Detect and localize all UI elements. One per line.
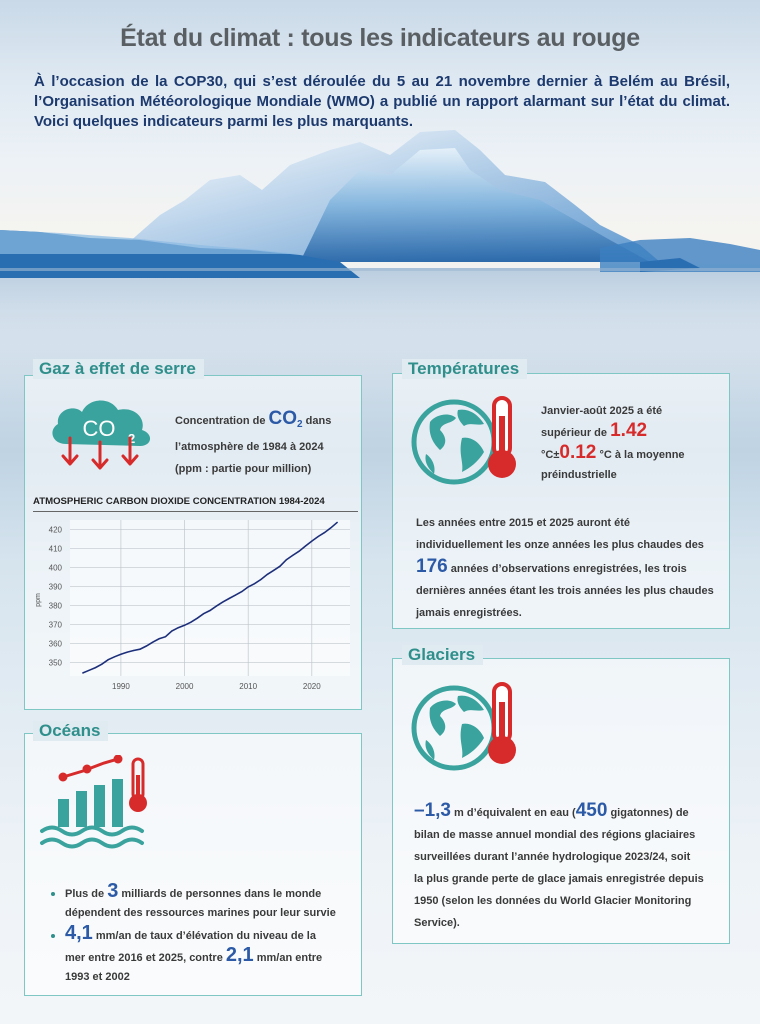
chart-title: ATMOSPHERIC CARBON DIOXIDE CONCENTRATION 1984-2024	[33, 496, 358, 512]
data-point	[305, 545, 306, 546]
data-point	[273, 570, 274, 571]
x-tick-label: 2010	[239, 682, 258, 691]
data-point	[318, 536, 319, 537]
data-point	[190, 622, 191, 623]
data-point	[197, 618, 198, 619]
temperatures-title: Températures	[402, 359, 527, 379]
oceans-bullet-1: Plus de 3 milliards de personnes dans le monde dépendent des ressources marines pour leur survie	[51, 882, 351, 923]
data-point	[165, 636, 166, 637]
data-point	[241, 591, 242, 592]
data-point	[209, 610, 210, 611]
y-tick-label: 360	[48, 639, 62, 649]
co2-line-chart	[30, 516, 356, 698]
glacier-globe-thermometer-icon	[406, 678, 526, 778]
data-point	[114, 656, 115, 657]
page-title: État du climat : tous les indicateurs au rouge	[120, 24, 640, 52]
data-point	[292, 555, 293, 556]
data-point	[235, 595, 236, 596]
oceans-bullet-2: 4,1 mm/an de taux d’élévation du niveau de la mer entre 2016 et 2025, contre 2,1 mm/an entre 1993 et 2002	[51, 924, 356, 987]
data-point	[120, 654, 121, 655]
data-point	[229, 598, 230, 599]
data-point	[286, 559, 287, 560]
x-tick-label: 2020	[302, 682, 321, 691]
data-point	[330, 527, 331, 528]
data-point	[95, 667, 96, 668]
data-point	[203, 613, 204, 614]
gaz-description: Concentration de $CO_2$ dans l’atmosphère de 1984 à 2024 (ppm : partie pour million)	[175, 408, 332, 476]
globe-thermometer-icon	[406, 392, 526, 492]
data-point	[222, 602, 223, 603]
co2-icon-label: CO	[82, 416, 116, 441]
data-point	[139, 649, 140, 650]
warmest-years-text: Les années entre 2015 et 2025 auront été individuellement les onze années les plus chaudes des 176 années d’observations enregistrées, les trois dernières années étant les trois années les plus chaudes jamais enregistrées.	[416, 517, 714, 619]
gaz-title: Gaz à effet de serre	[33, 359, 204, 379]
y-axis-label: ppm	[35, 593, 42, 607]
intro-text: À l’occasion de la COP30, qui s’est déroulée du 5 au 21 novembre dernier à Belém au Brésil, l’Organisation Météorologique Mondiale (WMO) a publié un rapport alarmant sur l’état du climat. Voici quelques indicateurs parmi les plus marquants.	[34, 73, 730, 130]
glaciers-title: Glaciers	[402, 645, 483, 665]
data-point	[159, 638, 160, 639]
iceberg-background	[0, 0, 760, 400]
y-tick-label: 410	[48, 544, 62, 554]
y-tick-label: 370	[48, 620, 62, 630]
ocean-chart-icon	[38, 755, 162, 851]
y-tick-label: 390	[48, 582, 62, 592]
x-tick-label: 2000	[175, 682, 194, 691]
data-point	[171, 630, 172, 631]
glacier-mass-text: –1,3 m d’équivalent en eau (450 gigatonnes) de bilan de masse annuel mondial des régions glaciaires surveillées durant l’année hydrologique 2023/24, soit la plus grande perte de glace jamais enregistrée depuis 1950 (selon les données du World Glacier Monitoring Service).	[414, 800, 704, 929]
data-point	[82, 672, 83, 673]
data-point	[89, 670, 90, 671]
y-tick-label: 400	[48, 563, 62, 573]
data-point	[260, 579, 261, 580]
bullet-icon	[51, 892, 55, 896]
data-point	[248, 586, 249, 587]
data-point	[216, 606, 217, 607]
co2-cloud-icon	[44, 394, 160, 470]
bullet-icon	[51, 934, 55, 938]
oceans-title: Océans	[33, 721, 108, 741]
data-point	[108, 659, 109, 660]
y-tick-label: 380	[48, 601, 62, 611]
data-point	[267, 574, 268, 575]
data-point	[127, 652, 128, 653]
y-tick-label: 350	[48, 658, 62, 668]
data-point	[279, 566, 280, 567]
data-point	[146, 645, 147, 646]
data-point	[254, 583, 255, 584]
temperature-anomaly-text: Janvier-août 2025 a été supérieur de 1.42 °C±0.12 °C à la moyenne préindustrielle	[541, 405, 685, 481]
data-point	[178, 627, 179, 628]
data-point	[299, 551, 300, 552]
data-point	[133, 650, 134, 651]
data-point	[311, 541, 312, 542]
x-tick-label: 1990	[112, 682, 130, 691]
y-tick-label: 420	[48, 525, 62, 535]
data-point	[184, 625, 185, 626]
data-point	[337, 522, 338, 523]
data-point	[324, 532, 325, 533]
co2-icon-sub: 2	[128, 431, 136, 446]
data-point	[152, 642, 153, 643]
data-point	[101, 664, 102, 665]
